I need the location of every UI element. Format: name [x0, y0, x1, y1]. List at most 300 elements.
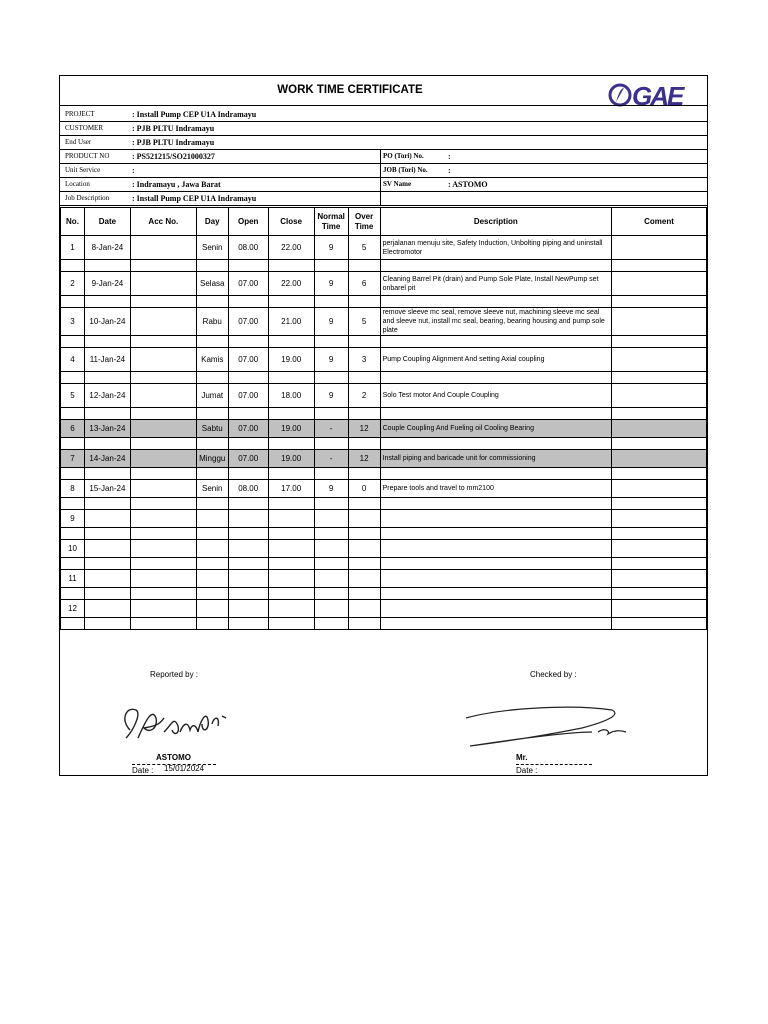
spacer-cell: [61, 336, 85, 348]
spacer-cell: [61, 438, 85, 450]
spacer-cell: [228, 336, 268, 348]
spacer-cell: [268, 260, 314, 272]
header-close: Close: [268, 208, 314, 236]
spacer-cell: [612, 260, 707, 272]
spacer-cell: [268, 498, 314, 510]
spacer-cell: [228, 468, 268, 480]
table-row: [61, 236, 707, 260]
cell-date: 13-Jan-24: [84, 420, 130, 438]
spacer-cell: [380, 260, 612, 272]
cell-close: 22.00: [268, 236, 314, 260]
cell-normal: 9: [314, 308, 348, 336]
spacer-cell: [268, 558, 314, 570]
product-no-label: PRODUCT NO: [65, 152, 110, 160]
spacer-cell: [612, 408, 707, 420]
unit-service-value: :: [132, 166, 135, 175]
spacer-row: [61, 528, 707, 540]
cell-date: 12-Jan-24: [84, 384, 130, 408]
header-normal-time: Normal Time: [314, 208, 348, 236]
spacer-cell: [314, 528, 348, 540]
cell-day: [196, 510, 228, 528]
spacer-cell: [196, 296, 228, 308]
cell-over: 12: [348, 450, 380, 468]
cell-day: Selasa: [196, 272, 228, 296]
spacer-cell: [84, 588, 130, 600]
cell-coment: [612, 384, 707, 408]
cell-normal: 9: [314, 384, 348, 408]
table-row: [61, 308, 707, 336]
cell-close: 17.00: [268, 480, 314, 498]
po-label: PO (Tori) No.: [383, 152, 424, 160]
table-row: [61, 450, 707, 468]
cell-acc: [130, 236, 196, 260]
spacer-cell: [348, 336, 380, 348]
checker-underline: [516, 764, 592, 765]
cell-over: 2: [348, 384, 380, 408]
spacer-cell: [84, 498, 130, 510]
spacer-cell: [612, 336, 707, 348]
spacer-cell: [314, 618, 348, 630]
spacer-cell: [228, 260, 268, 272]
cell-desc: remove sleeve mc seal, remove sleeve nut, machining sleeve mc seal and sleeve nut, install mc seal, bearing, bearing housing and pump sole plate: [380, 308, 612, 336]
cell-no: 10: [61, 540, 85, 558]
cell-day: Sabtu: [196, 420, 228, 438]
cell-day: Senin: [196, 480, 228, 498]
cell-coment: [612, 272, 707, 296]
cell-date: 14-Jan-24: [84, 450, 130, 468]
checked-by-label: Checked by :: [530, 670, 577, 679]
cell-close: [268, 600, 314, 618]
spacer-cell: [130, 296, 196, 308]
spacer-cell: [61, 260, 85, 272]
cell-acc: [130, 600, 196, 618]
table-row: [61, 384, 707, 408]
cell-close: 21.00: [268, 308, 314, 336]
cell-over: [348, 510, 380, 528]
document-title: WORK TIME CERTIFICATE: [277, 84, 423, 96]
cell-over: 5: [348, 236, 380, 260]
spacer-cell: [348, 498, 380, 510]
cell-close: [268, 510, 314, 528]
spacer-cell: [612, 438, 707, 450]
cell-coment: [612, 510, 707, 528]
spacer-cell: [268, 296, 314, 308]
spacer-cell: [348, 618, 380, 630]
spacer-cell: [196, 528, 228, 540]
spacer-cell: [314, 438, 348, 450]
spacer-cell: [61, 528, 85, 540]
cell-acc: [130, 570, 196, 588]
spacer-cell: [268, 618, 314, 630]
spacer-cell: [268, 372, 314, 384]
spacer-cell: [612, 468, 707, 480]
cell-coment: [612, 600, 707, 618]
job-no-label: JOB (Tori) No.: [383, 166, 428, 174]
spacer-cell: [348, 408, 380, 420]
cell-no: 5: [61, 384, 85, 408]
cell-day: Jumat: [196, 384, 228, 408]
table-row: [61, 348, 707, 372]
spacer-cell: [228, 618, 268, 630]
cell-open: 07.00: [228, 308, 268, 336]
header-day: Day: [196, 208, 228, 236]
cell-no: 2: [61, 272, 85, 296]
spacer-row: [61, 372, 707, 384]
spacer-cell: [228, 408, 268, 420]
header-no: No.: [61, 208, 85, 236]
report-date-label: Date :: [132, 766, 154, 775]
spacer-cell: [348, 468, 380, 480]
spacer-cell: [348, 528, 380, 540]
spacer-cell: [228, 438, 268, 450]
spacer-cell: [380, 618, 612, 630]
cell-normal: 9: [314, 236, 348, 260]
spacer-cell: [84, 528, 130, 540]
spacer-row: [61, 336, 707, 348]
cell-acc: [130, 308, 196, 336]
header-coment: Coment: [612, 208, 707, 236]
work-time-table: [60, 207, 707, 630]
spacer-cell: [314, 468, 348, 480]
cell-over: 5: [348, 308, 380, 336]
cell-coment: [612, 540, 707, 558]
cell-close: 22.00: [268, 272, 314, 296]
cell-date: [84, 570, 130, 588]
spacer-cell: [130, 468, 196, 480]
job-no-value: :: [448, 166, 451, 175]
po-value: :: [448, 152, 451, 161]
spacer-cell: [612, 558, 707, 570]
spacer-cell: [314, 372, 348, 384]
spacer-cell: [612, 528, 707, 540]
cell-coment: [612, 236, 707, 260]
cell-normal: -: [314, 450, 348, 468]
spacer-row: [61, 296, 707, 308]
spacer-cell: [380, 336, 612, 348]
spacer-cell: [380, 408, 612, 420]
cell-date: 15-Jan-24: [84, 480, 130, 498]
customer-label: CUSTOMER: [65, 124, 103, 132]
cell-date: 11-Jan-24: [84, 348, 130, 372]
cell-desc: Couple Coupling And Fueling oil Cooling Bearing: [380, 420, 612, 438]
cell-date: [84, 510, 130, 528]
cell-date: 9-Jan-24: [84, 272, 130, 296]
spacer-row: [61, 438, 707, 450]
cell-day: [196, 600, 228, 618]
cell-no: 3: [61, 308, 85, 336]
cell-no: 6: [61, 420, 85, 438]
cell-coment: [612, 480, 707, 498]
cell-close: 19.00: [268, 420, 314, 438]
checker-name: Mr.: [516, 753, 528, 762]
check-date-label: Date :: [516, 766, 538, 775]
spacer-cell: [348, 438, 380, 450]
cell-date: [84, 540, 130, 558]
cell-over: 12: [348, 420, 380, 438]
spacer-cell: [61, 296, 85, 308]
spacer-cell: [130, 408, 196, 420]
spacer-cell: [268, 438, 314, 450]
table-row: [61, 570, 707, 588]
cell-desc: perjalanan menuju site, Safety Induction, Unbolting piping and uninstall Electromotor: [380, 236, 612, 260]
spacer-cell: [84, 260, 130, 272]
spacer-cell: [228, 588, 268, 600]
cell-desc: Prepare tools and travel to mm2100: [380, 480, 612, 498]
cell-over: 3: [348, 348, 380, 372]
project-label: PROJECT: [65, 110, 95, 118]
cell-no: 9: [61, 510, 85, 528]
cell-coment: [612, 420, 707, 438]
cell-over: 6: [348, 272, 380, 296]
cell-acc: [130, 540, 196, 558]
spacer-cell: [196, 372, 228, 384]
spacer-cell: [130, 372, 196, 384]
spacer-cell: [380, 588, 612, 600]
spacer-cell: [314, 336, 348, 348]
spacer-cell: [612, 372, 707, 384]
spacer-row: [61, 558, 707, 570]
cell-desc: Install piping and baricade unit for commissioning: [380, 450, 612, 468]
cell-open: 08.00: [228, 480, 268, 498]
spacer-row: [61, 588, 707, 600]
cell-no: 8: [61, 480, 85, 498]
cell-open: [228, 540, 268, 558]
spacer-cell: [380, 498, 612, 510]
cell-over: [348, 570, 380, 588]
spacer-cell: [130, 618, 196, 630]
cell-date: 10-Jan-24: [84, 308, 130, 336]
cell-close: 19.00: [268, 348, 314, 372]
spacer-cell: [380, 438, 612, 450]
project-value: : Install Pump CEP U1A Indramayu: [132, 110, 257, 119]
spacer-cell: [314, 260, 348, 272]
spacer-cell: [380, 528, 612, 540]
cell-day: Minggu: [196, 450, 228, 468]
location-label: Location: [65, 180, 90, 188]
spacer-row: [61, 408, 707, 420]
spacer-cell: [348, 372, 380, 384]
cell-day: Kamis: [196, 348, 228, 372]
unit-service-label: Unit Service: [65, 166, 101, 174]
spacer-cell: [130, 260, 196, 272]
cell-acc: [130, 384, 196, 408]
spacer-cell: [314, 296, 348, 308]
spacer-cell: [130, 438, 196, 450]
spacer-cell: [61, 408, 85, 420]
cell-close: [268, 570, 314, 588]
cell-day: Senin: [196, 236, 228, 260]
spacer-cell: [228, 528, 268, 540]
cell-over: [348, 540, 380, 558]
spacer-cell: [268, 408, 314, 420]
spacer-cell: [61, 498, 85, 510]
cell-normal: -: [314, 420, 348, 438]
cell-date: [84, 600, 130, 618]
spacer-cell: [130, 558, 196, 570]
job-description-value: : Install Pump CEP U1A Indramayu: [132, 194, 257, 203]
header-over-time: Over Time: [348, 208, 380, 236]
end-user-value: : PJB PLTU Indramayu: [132, 138, 215, 147]
spacer-cell: [380, 558, 612, 570]
product-no-value: : PS521215/SO21000327: [132, 152, 215, 161]
cell-open: 07.00: [228, 272, 268, 296]
spacer-cell: [84, 468, 130, 480]
spacer-row: [61, 468, 707, 480]
end-user-label: End User: [65, 138, 92, 146]
cell-coment: [612, 348, 707, 372]
spacer-cell: [268, 528, 314, 540]
spacer-cell: [196, 558, 228, 570]
spacer-cell: [380, 296, 612, 308]
spacer-cell: [268, 336, 314, 348]
cell-normal: [314, 570, 348, 588]
cell-normal: [314, 600, 348, 618]
spacer-cell: [314, 558, 348, 570]
spacer-cell: [228, 498, 268, 510]
cell-acc: [130, 348, 196, 372]
cell-acc: [130, 272, 196, 296]
spacer-cell: [196, 336, 228, 348]
spacer-row: [61, 260, 707, 272]
spacer-cell: [196, 468, 228, 480]
spacer-cell: [380, 468, 612, 480]
spacer-cell: [84, 408, 130, 420]
checker-signature: [462, 702, 632, 752]
cell-normal: 9: [314, 272, 348, 296]
cell-desc: Cleaning Barrel Pit (drain) and Pump Sole Plate, Install NewPump set onbarel pit: [380, 272, 612, 296]
spacer-cell: [196, 438, 228, 450]
header-open: Open: [228, 208, 268, 236]
cell-open: [228, 570, 268, 588]
cell-open: [228, 510, 268, 528]
table-row: [61, 272, 707, 296]
spacer-cell: [314, 408, 348, 420]
spacer-cell: [130, 336, 196, 348]
cell-open: 07.00: [228, 420, 268, 438]
spacer-cell: [61, 588, 85, 600]
spacer-cell: [314, 588, 348, 600]
cell-no: 11: [61, 570, 85, 588]
cell-no: 12: [61, 600, 85, 618]
spacer-cell: [196, 408, 228, 420]
table-row: [61, 540, 707, 558]
spacer-row: [61, 498, 707, 510]
cell-close: 18.00: [268, 384, 314, 408]
spacer-cell: [612, 588, 707, 600]
spacer-cell: [84, 558, 130, 570]
cell-coment: [612, 450, 707, 468]
cell-open: 07.00: [228, 348, 268, 372]
cell-desc: [380, 600, 612, 618]
spacer-cell: [196, 498, 228, 510]
spacer-cell: [61, 468, 85, 480]
cell-day: [196, 570, 228, 588]
cell-acc: [130, 420, 196, 438]
cell-no: 1: [61, 236, 85, 260]
cell-desc: [380, 510, 612, 528]
spacer-cell: [84, 618, 130, 630]
logo-text: GAE: [632, 81, 683, 110]
table-row: [61, 510, 707, 528]
spacer-cell: [130, 528, 196, 540]
cell-coment: [612, 308, 707, 336]
table-row: [61, 420, 707, 438]
table-row: [61, 600, 707, 618]
cell-open: [228, 600, 268, 618]
cell-acc: [130, 450, 196, 468]
cell-normal: [314, 510, 348, 528]
report-date-value: 15/01/2024: [164, 764, 205, 773]
spacer-cell: [84, 336, 130, 348]
spacer-cell: [268, 468, 314, 480]
spacer-cell: [130, 498, 196, 510]
location-value: : Indramayu , Jawa Barat: [132, 180, 221, 189]
cell-open: 07.00: [228, 384, 268, 408]
cell-day: Rabu: [196, 308, 228, 336]
reporter-name: ASTOMO: [156, 753, 191, 762]
cell-acc: [130, 510, 196, 528]
spacer-cell: [348, 260, 380, 272]
cell-normal: [314, 540, 348, 558]
cell-day: [196, 540, 228, 558]
spacer-cell: [228, 558, 268, 570]
work-time-certificate: [59, 75, 708, 776]
spacer-row: [61, 618, 707, 630]
job-description-label: Job Description: [65, 194, 110, 202]
spacer-cell: [196, 618, 228, 630]
spacer-cell: [196, 588, 228, 600]
spacer-cell: [61, 372, 85, 384]
spacer-cell: [612, 498, 707, 510]
cell-no: 7: [61, 450, 85, 468]
cell-open: 07.00: [228, 450, 268, 468]
cell-over: 0: [348, 480, 380, 498]
spacer-cell: [228, 296, 268, 308]
spacer-cell: [348, 588, 380, 600]
cell-desc: [380, 540, 612, 558]
spacer-cell: [130, 588, 196, 600]
spacer-cell: [84, 296, 130, 308]
cell-normal: 9: [314, 348, 348, 372]
spacer-cell: [314, 498, 348, 510]
cell-coment: [612, 570, 707, 588]
cell-desc: Pump Coupling Alignment And setting Axial coupling: [380, 348, 612, 372]
cell-desc: Solo Test motor And Couple Coupling: [380, 384, 612, 408]
spacer-cell: [196, 260, 228, 272]
cell-close: [268, 540, 314, 558]
header-date: Date: [84, 208, 130, 236]
cell-desc: [380, 570, 612, 588]
cell-acc: [130, 480, 196, 498]
logo-swoosh: [616, 88, 624, 102]
header-acc-no: Acc No.: [130, 208, 196, 236]
table-row: [61, 480, 707, 498]
spacer-cell: [268, 588, 314, 600]
spacer-cell: [612, 296, 707, 308]
reporter-signature: [116, 694, 232, 750]
spacer-cell: [84, 438, 130, 450]
cell-over: [348, 600, 380, 618]
cell-close: 19.00: [268, 450, 314, 468]
cell-normal: 9: [314, 480, 348, 498]
sv-name-label: SV Name: [383, 180, 412, 188]
spacer-cell: [61, 558, 85, 570]
customer-value: : PJB PLTU Indramayu: [132, 124, 215, 133]
sv-name-value: : ASTOMO: [448, 180, 488, 189]
spacer-cell: [380, 372, 612, 384]
spacer-cell: [84, 372, 130, 384]
cell-no: 4: [61, 348, 85, 372]
